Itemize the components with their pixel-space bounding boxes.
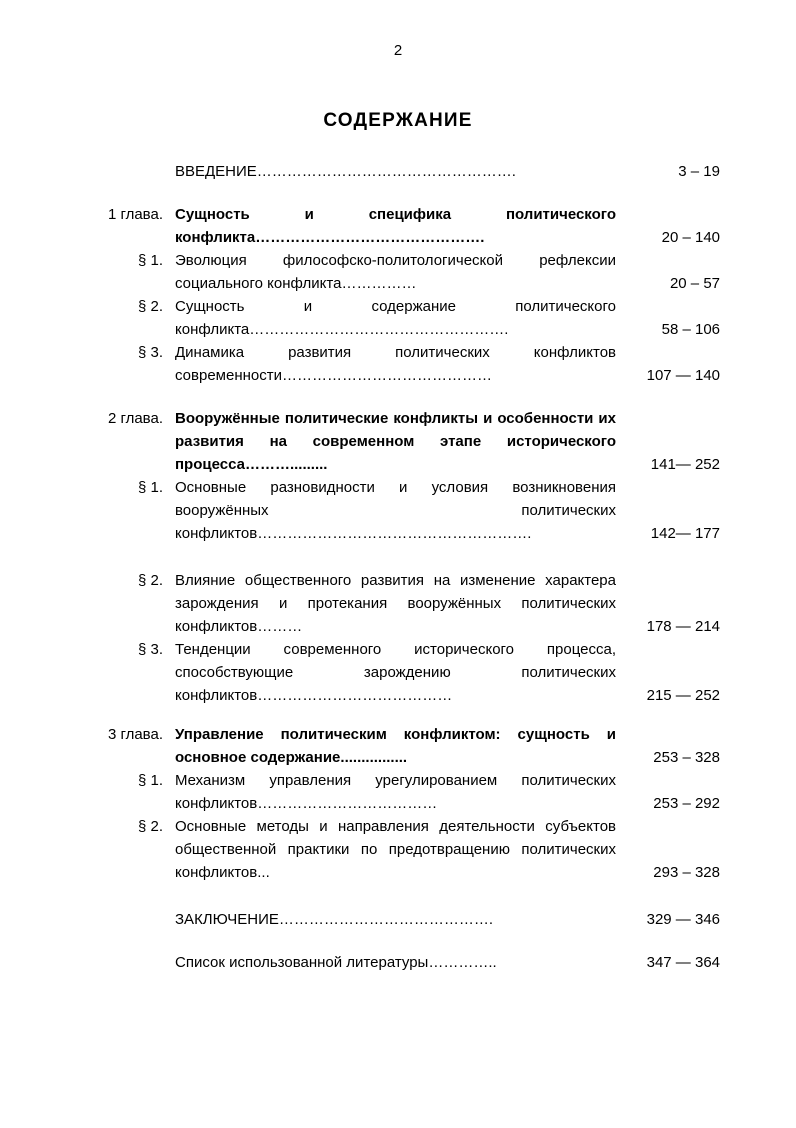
toc-entry-title: Эволюция философско-политологической рефлексии социального конфликта…………… <box>175 252 616 292</box>
page-title: СОДЕРЖАНИЕ <box>323 110 473 131</box>
toc-entry-pages: 20 – 140 <box>661 229 720 246</box>
toc-row-bibliography <box>80 951 720 974</box>
toc-entry-title: Сущность и содержание политического конфликта……………………………………………. <box>175 298 616 338</box>
toc-row-chapter-1-section-1 <box>80 249 720 295</box>
toc-entry-title: ВВЕДЕНИЕ……………………………………………. <box>175 163 516 180</box>
toc-label: § 1. <box>137 252 163 269</box>
toc-entry-title: Вооружённые политические конфликты и особенности их развития на современном этапе исторического процесса………......... <box>175 410 616 473</box>
toc-entry-title: Влияние общественного развития на изменение характера зарождения и протекания вооружённых политических конфликтов……… <box>175 572 616 635</box>
toc-row-chapter-2-section-2 <box>80 569 720 638</box>
toc-label: § 2. <box>137 818 163 835</box>
toc-row-chapter-3 <box>80 723 720 769</box>
toc-entry-pages: 141— 252 <box>650 456 720 473</box>
toc-row-chapter-2 <box>80 407 720 476</box>
toc-row-chapter-3-section-1 <box>80 769 720 815</box>
toc-label: § 3. <box>137 344 163 361</box>
toc-entry-pages: 178 — 214 <box>646 618 720 635</box>
toc-entry-title: ЗАКЛЮЧЕНИЕ……………………………………. <box>175 911 494 928</box>
toc-entry-title: Основные разновидности и условия возникновения вооружённых политических конфликтов………………………………………………. <box>175 479 616 542</box>
toc-entry-title: Сущность и специфика политического конфликта………………………………………. <box>175 206 616 246</box>
toc-row-chapter-1-section-2 <box>80 295 720 341</box>
toc-entry-pages: 142— 177 <box>650 525 720 542</box>
toc-label: § 2. <box>137 572 163 589</box>
toc-label: § 3. <box>137 641 163 658</box>
toc-row-chapter-1 <box>80 203 720 249</box>
toc-label: 3 глава. <box>107 726 163 743</box>
toc-row-chapter-2-section-1 <box>80 476 720 545</box>
toc-entry-pages: 3 – 19 <box>678 163 720 180</box>
toc-entry-title: Основные методы и направления деятельности субъектов общественной практики по предотвращению политических конфликтов... <box>175 818 616 881</box>
toc-row-chapter-1-section-3 <box>80 341 720 387</box>
toc-entry-pages: 20 – 57 <box>669 275 720 292</box>
toc-entry-title: Список использованной литературы………….. <box>175 954 497 971</box>
toc-row-chapter-3-section-2 <box>80 815 720 884</box>
toc-label: 1 глава. <box>107 206 163 223</box>
toc-entry-pages: 58 – 106 <box>661 321 720 338</box>
toc-row-chapter-2-section-3 <box>80 638 720 707</box>
toc-entry-pages: 347 — 364 <box>646 954 720 971</box>
toc-label: § 1. <box>137 479 163 496</box>
toc-entry-pages: 329 — 346 <box>646 911 720 928</box>
page-number: 2 <box>393 42 403 59</box>
toc-row-conclusion <box>80 908 720 931</box>
toc-entry-title: Управление политическим конфликтом: сущность и основное содержание................ <box>175 726 616 766</box>
toc-entry-pages: 293 – 328 <box>653 864 720 881</box>
toc-entry-title: Механизм управления урегулированием политических конфликтов……………………………… <box>175 772 616 812</box>
toc-entry-pages: 107 — 140 <box>646 367 720 384</box>
toc-label: 2 глава. <box>107 410 163 427</box>
toc-row-introduction <box>80 160 720 183</box>
toc-label: § 1. <box>137 772 163 789</box>
table-of-contents <box>80 160 720 974</box>
toc-entry-pages: 253 – 292 <box>653 795 720 812</box>
toc-entry-title: Тенденции современного исторического процесса, способствующие зарождению политических конфликтов………………………………… <box>175 641 616 704</box>
toc-entry-title: Динамика развития политических конфликтов современности…………………………………… <box>175 344 616 384</box>
toc-entry-pages: 215 — 252 <box>646 687 720 704</box>
toc-entry-pages: 253 – 328 <box>653 749 720 766</box>
toc-label: § 2. <box>137 298 163 315</box>
